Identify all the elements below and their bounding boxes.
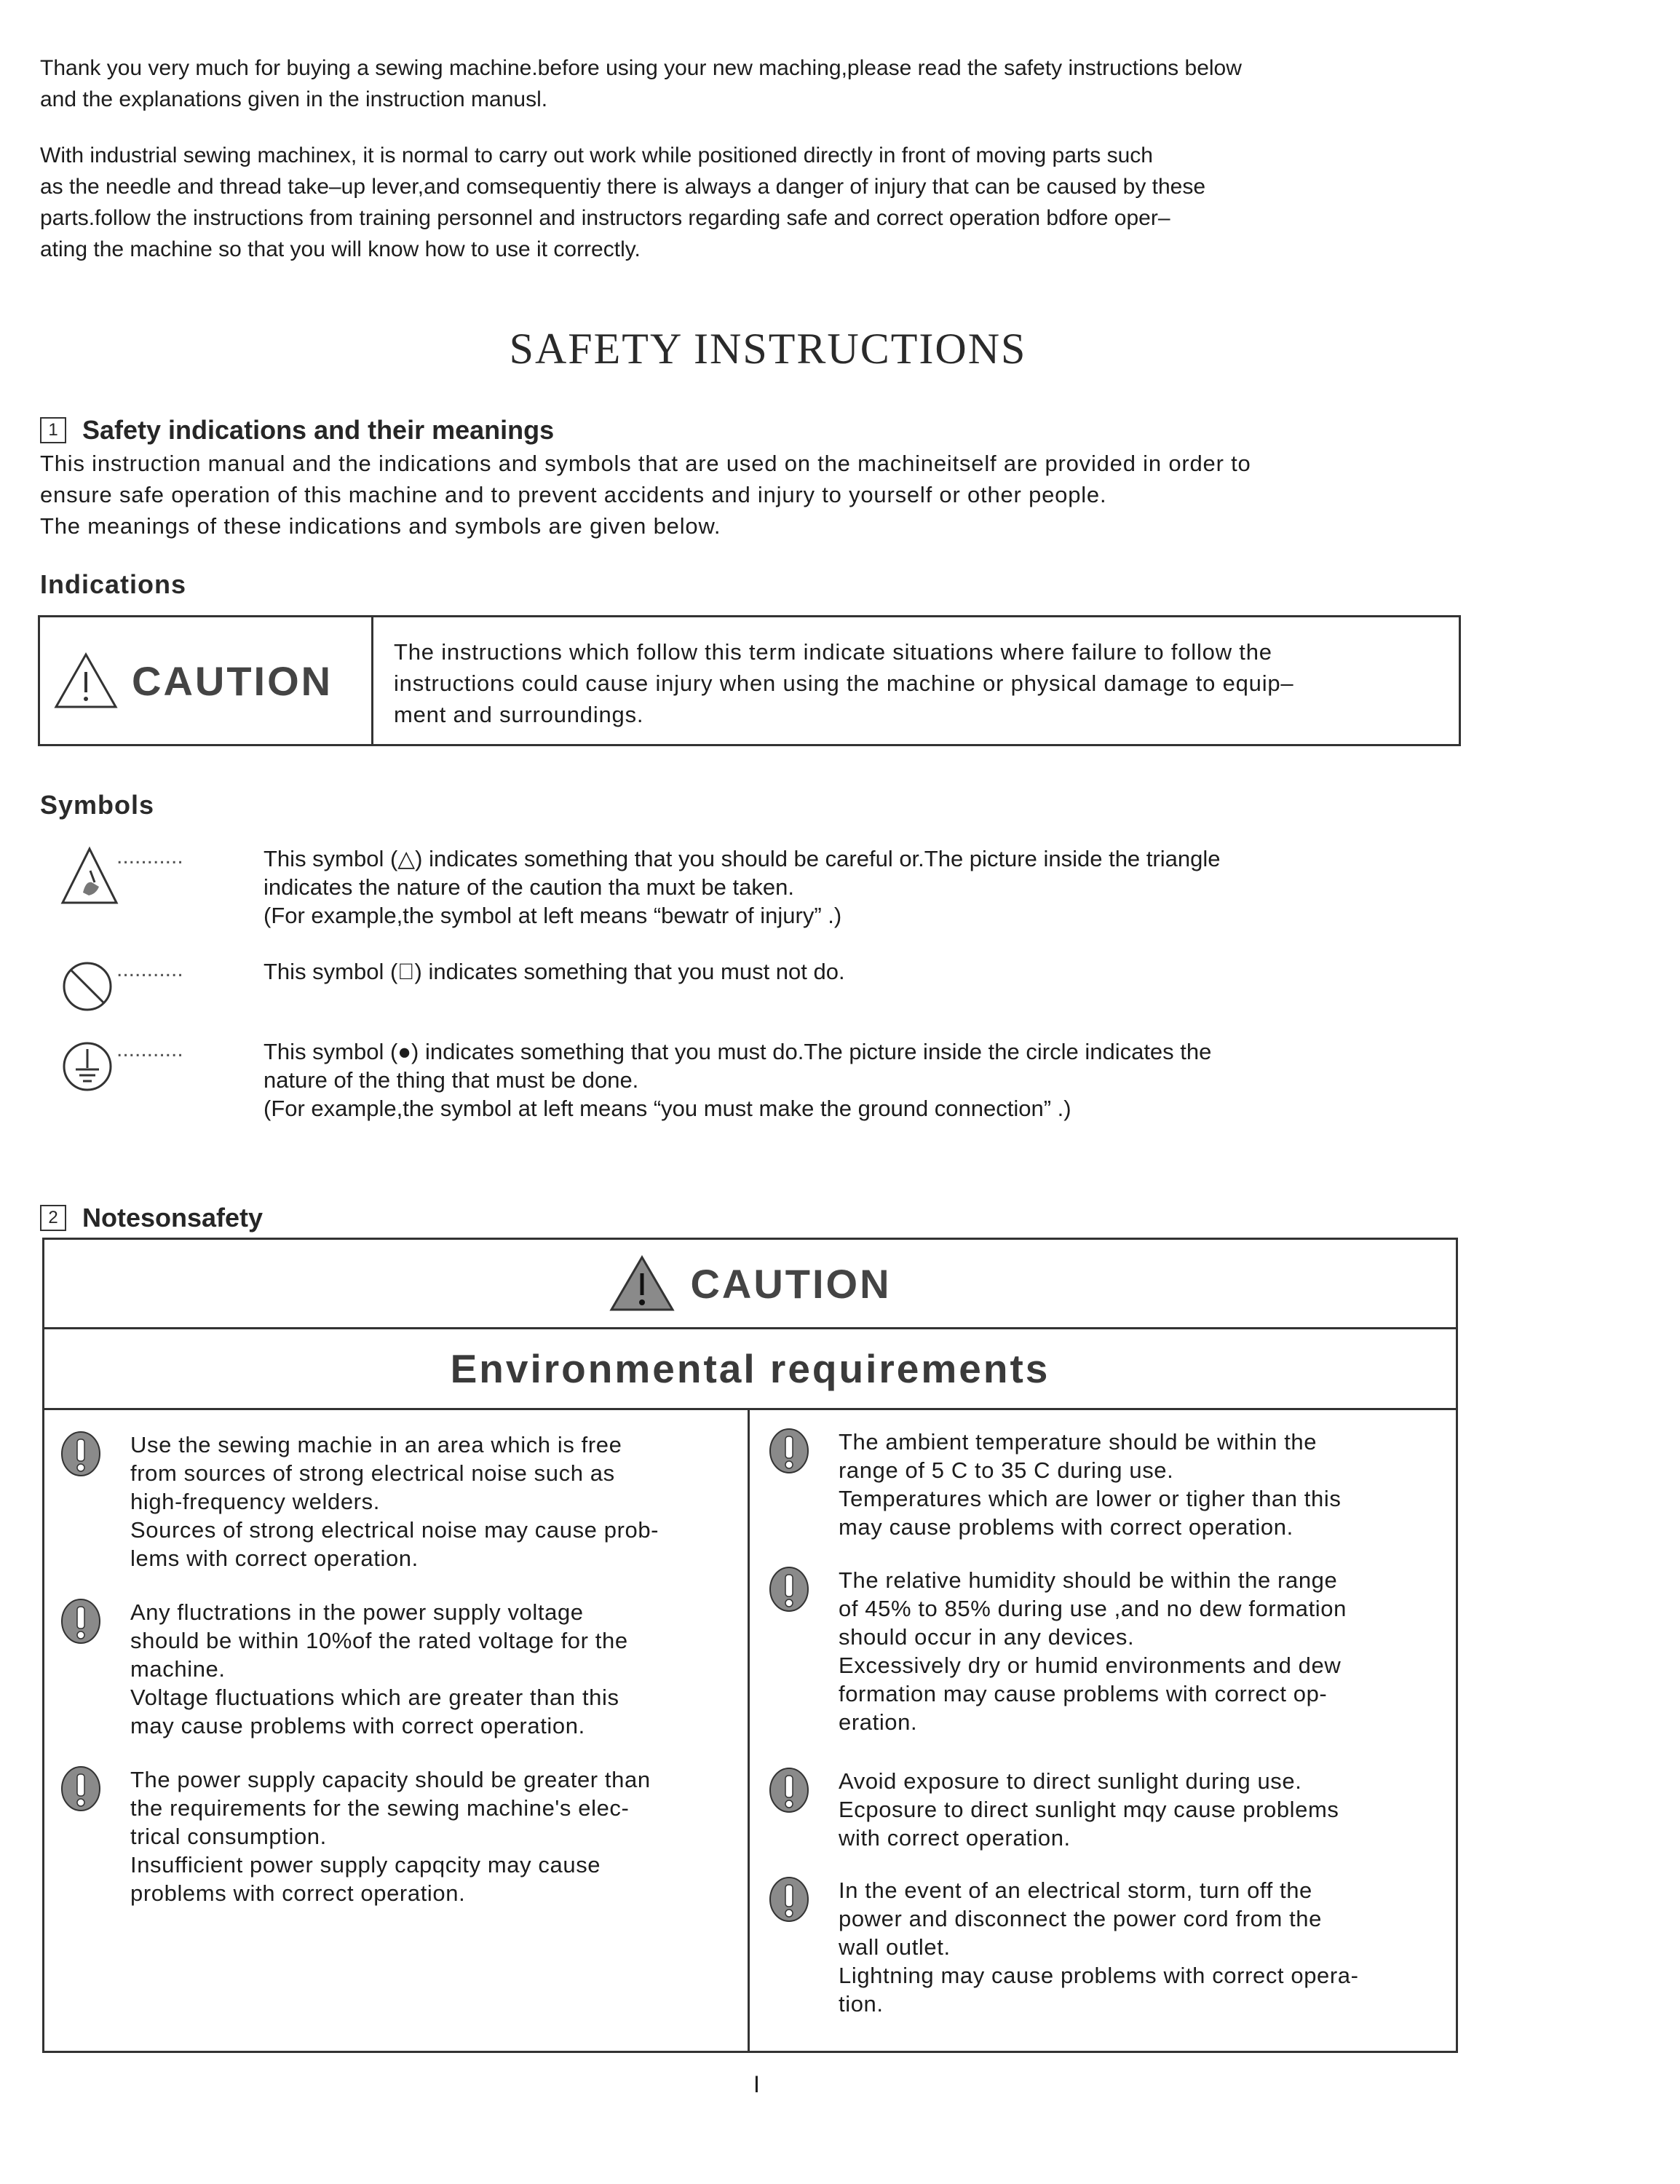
text-line: instructions could cause injury when using the machine or physical damage to equip–: [394, 670, 1294, 696]
exclamation-circle-icon: [769, 1767, 809, 1813]
section-2-heading: [40, 1203, 263, 1233]
indication-table: [38, 615, 1461, 746]
caution-banner: [44, 1240, 1456, 1329]
text-line: may cause problems with correct operation.: [839, 1514, 1293, 1540]
section-title: Safety indications and their meanings: [82, 415, 555, 445]
intro-paragraph-1: [40, 52, 1474, 115]
exclamation-circle-icon: [60, 1765, 101, 1812]
indication-label-cell: [40, 617, 373, 744]
text-line: Any fluctrations in the power supply voltage: [130, 1599, 584, 1625]
text-line: Avoid exposure to direct sunlight during use.: [839, 1768, 1302, 1794]
text-line: Ecposure to direct sunlight mqy cause problems: [839, 1797, 1339, 1822]
text-line: trical consumption.: [130, 1824, 327, 1849]
symbol-description: [264, 844, 1472, 930]
text-line: Sources of strong electrical noise may cause prob-: [130, 1517, 659, 1543]
text-line: With industrial sewing machinex, it is normal to carry out work while positioned directly in front of moving parts such: [40, 143, 1153, 167]
warning-triangle-icon: [53, 652, 119, 710]
symbol-row: [58, 957, 1456, 1020]
symbol-description: [264, 1037, 1472, 1123]
note-item: [60, 1765, 730, 1907]
text-line: power and disconnect the power cord from the: [839, 1906, 1322, 1931]
text-line: Excessively dry or humid environments and dew: [839, 1653, 1342, 1678]
note-item: [769, 1428, 1446, 1541]
exclamation-circle-icon: [60, 1431, 101, 1477]
note-item: [769, 1767, 1446, 1852]
note-item: [60, 1598, 730, 1740]
leader-dots: ...........: [116, 957, 183, 981]
notes-on-safety-box: [42, 1238, 1458, 2053]
text-line: wall outlet.: [839, 1934, 951, 1960]
text-line: high-frequency welders.: [130, 1489, 380, 1514]
text-line: Use the sewing machie in an area which is free: [130, 1432, 622, 1457]
text-line: ensure safe operation of this machine and to prevent accidents and injury to yourself or other people.: [40, 482, 1107, 507]
note-text: [839, 1876, 1359, 2018]
text-line: This symbol (●) indicates something that you must do.The picture inside the circle indicates the: [264, 1039, 1212, 1064]
note-text: [839, 1767, 1339, 1852]
column-divider: [748, 1410, 750, 2051]
text-line: as the needle and thread take–up lever,and comsequentiy there is always a danger of injury that can be caused by these: [40, 175, 1206, 199]
text-line: This symbol (⃠) indicates something that you must not do.: [264, 959, 845, 984]
text-line: should be within 10%of the rated voltage for the: [130, 1628, 628, 1653]
text-line: with correct operation.: [839, 1825, 1071, 1851]
text-line: eration.: [839, 1709, 918, 1735]
section-1-heading: [40, 415, 554, 446]
text-line: formation may cause problems with correct op-: [839, 1681, 1328, 1706]
section-number-box: 2: [40, 1205, 66, 1231]
text-line: (For example,the symbol at left means “you must make the ground connection” .): [264, 1096, 1071, 1121]
symbol-row: [58, 844, 1456, 928]
caution-label: CAUTION: [690, 1260, 892, 1307]
text-line: (For example,the symbol at left means “bewatr of injury” .): [264, 903, 842, 928]
leader-dots: ...........: [116, 1037, 183, 1061]
text-line: In the event of an electrical storm, turn off the: [839, 1878, 1312, 1903]
caution-label: CAUTION: [132, 657, 333, 704]
indications-heading: Indications: [40, 569, 187, 599]
text-line: may cause problems with correct operation.: [130, 1713, 585, 1738]
indication-description-cell: [373, 617, 1459, 744]
note-text: [839, 1566, 1347, 1736]
text-line: The power supply capacity should be greater than: [130, 1767, 651, 1792]
text-line: This instruction manual and the indications and symbols that are used on the machineitself are provided in order to: [40, 451, 1251, 476]
notes-body: [44, 1410, 1456, 2051]
text-line: lems with correct operation.: [130, 1546, 419, 1571]
symbols-heading: Symbols: [40, 790, 155, 820]
warning-triangle-filled-icon: [609, 1254, 675, 1313]
exclamation-circle-icon: [769, 1876, 809, 1923]
text-line: The relative humidity should be within the range: [839, 1567, 1338, 1593]
symbol-row: [58, 1037, 1456, 1121]
text-line: and the explanations given in the instruction manusl.: [40, 87, 548, 111]
exclamation-circle-icon: [769, 1566, 809, 1613]
text-line: The ambient temperature should be within the: [839, 1429, 1318, 1455]
text-line: range of 5 C to 35 C during use.: [839, 1457, 1174, 1483]
text-line: machine.: [130, 1656, 226, 1682]
note-text: [130, 1431, 659, 1572]
note-item: [769, 1566, 1446, 1736]
ground-connection-icon: [58, 1037, 121, 1100]
environmental-requirements-heading: Environmental requirements: [44, 1329, 1456, 1410]
section-number-box: 1: [40, 417, 66, 443]
exclamation-circle-icon: [769, 1428, 809, 1474]
note-text: [130, 1598, 628, 1740]
note-text: [130, 1765, 651, 1907]
text-line: Thank you very much for buying a sewing machine.before using your new maching,please read the safety instructions below: [40, 56, 1242, 80]
note-text: [839, 1428, 1341, 1541]
text-line: nature of the thing that must be done.: [264, 1067, 639, 1093]
prohibition-icon: [58, 957, 121, 1020]
text-line: The instructions which follow this term indicate situations where failure to follow the: [394, 639, 1272, 665]
text-line: from sources of strong electrical noise such as: [130, 1460, 615, 1486]
section-title: Notesonsafety: [82, 1203, 264, 1233]
text-line: The meanings of these indications and symbols are given below.: [40, 513, 721, 539]
note-item: [60, 1431, 730, 1572]
text-line: This symbol (△) indicates something that you should be careful or.The picture inside the triangle: [264, 846, 1221, 871]
leader-dots: ...........: [116, 844, 183, 869]
page-title: SAFETY INSTRUCTIONS: [509, 325, 1027, 373]
text-line: Temperatures which are lower or tigher than this: [839, 1486, 1342, 1511]
text-line: parts.follow the instructions from training personnel and instructors regarding safe and correct operation bdfore oper–: [40, 206, 1170, 230]
text-line: Lightning may cause problems with correct opera-: [839, 1963, 1359, 1988]
text-line: the requirements for the sewing machine's elec-: [130, 1795, 630, 1821]
symbol-description: [264, 957, 1472, 986]
text-line: of 45% to 85% during use ,and no dew formation: [839, 1596, 1347, 1621]
page-number: I: [753, 2071, 760, 2097]
text-line: ating the machine so that you will know how to use it correctly.: [40, 237, 641, 261]
text-line: should occur in any devices.: [839, 1624, 1135, 1650]
hand-injury-triangle-icon: [58, 844, 121, 907]
intro-paragraph-2: [40, 140, 1474, 265]
text-line: problems with correct operation.: [130, 1880, 466, 1906]
text-line: indicates the nature of the caution tha muxt be taken.: [264, 874, 794, 900]
note-item: [769, 1876, 1446, 2018]
text-line: ment and surroundings.: [394, 702, 644, 727]
exclamation-circle-icon: [60, 1598, 101, 1645]
text-line: Voltage fluctuations which are greater than this: [130, 1685, 619, 1710]
text-line: Insufficient power supply capqcity may cause: [130, 1852, 601, 1878]
section-1-body: [40, 448, 1496, 542]
text-line: tion.: [839, 1991, 884, 2017]
